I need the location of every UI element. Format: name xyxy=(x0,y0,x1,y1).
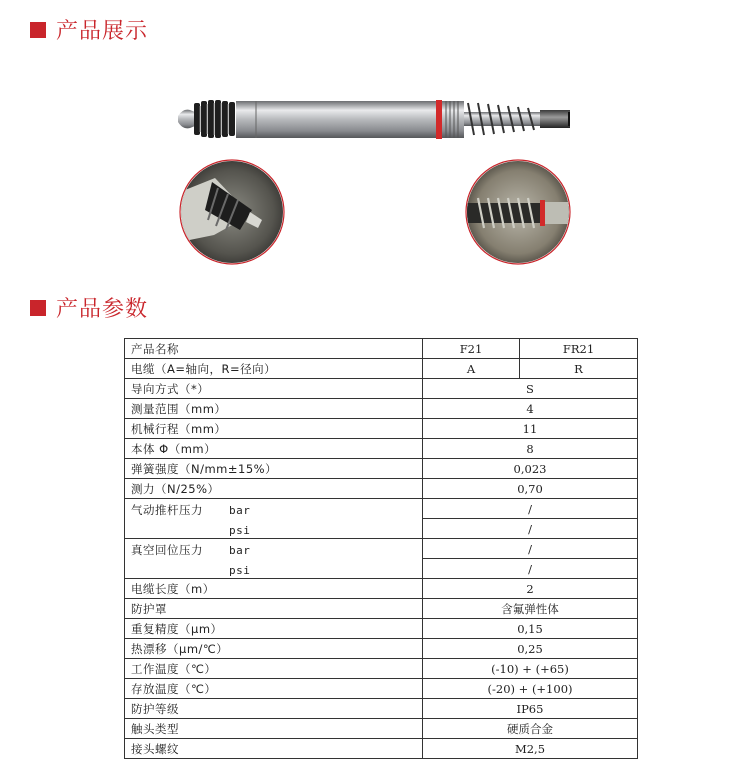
table-row xyxy=(125,739,638,759)
table-row-cable xyxy=(125,359,638,379)
row-label: 防护罩 xyxy=(125,599,423,619)
section-title-showcase: 产品展示 xyxy=(56,19,149,44)
row-label: 产品名称 xyxy=(125,339,423,359)
table-row xyxy=(125,619,638,639)
table-row xyxy=(125,419,638,439)
table-row xyxy=(125,479,638,499)
row-value: (-10) + (+65) xyxy=(423,659,638,679)
row-label: 防护等级 xyxy=(125,699,423,719)
unit-psi: psi xyxy=(229,564,251,577)
row-value: 0,70 xyxy=(423,479,638,499)
unit-bar: bar xyxy=(229,504,251,517)
unit-bar: bar xyxy=(229,544,251,557)
section-title-params: 产品参数 xyxy=(56,297,149,322)
row-value: 2 xyxy=(423,579,638,599)
row-label: 气动推杆压力 xyxy=(131,503,203,517)
row-label: 接头螺纹 xyxy=(125,739,423,759)
row-value: M2,5 xyxy=(423,739,638,759)
row-value: / xyxy=(423,519,638,539)
row-label: 电缆（A=轴向，R=径向） xyxy=(125,359,423,379)
table-row xyxy=(125,699,638,719)
row-value: 硬质合金 xyxy=(423,719,638,739)
row-value: / xyxy=(423,559,638,579)
section-header-showcase xyxy=(30,14,148,45)
row-label: 机械行程（mm） xyxy=(125,419,423,439)
table-row xyxy=(125,719,638,739)
row-label: 工作温度（℃） xyxy=(125,659,423,679)
table-row xyxy=(125,399,638,419)
model-fr21: FR21 xyxy=(520,339,638,359)
section-marker-icon xyxy=(30,300,46,316)
row-value: 0,023 xyxy=(423,459,638,479)
product-photo xyxy=(0,70,750,280)
table-row xyxy=(125,579,638,599)
row-value: IP65 xyxy=(423,699,638,719)
row-value: (-20) + (+100) xyxy=(423,679,638,699)
row-label: 电缆长度（m） xyxy=(125,579,423,599)
table-row xyxy=(125,459,638,479)
model-f21: F21 xyxy=(423,339,520,359)
row-value: / xyxy=(423,499,638,519)
row-value: 0,15 xyxy=(423,619,638,639)
table-row-vacuum xyxy=(125,539,638,559)
row-label: 存放温度（℃） xyxy=(125,679,423,699)
section-marker-icon xyxy=(30,22,46,38)
row-label-group xyxy=(125,499,423,539)
table-row xyxy=(125,679,638,699)
row-value: S xyxy=(423,379,638,399)
row-label: 重复精度（μm） xyxy=(125,619,423,639)
table-row xyxy=(125,659,638,679)
table-row xyxy=(125,379,638,399)
row-value: 4 xyxy=(423,399,638,419)
cable-fr21: R xyxy=(520,359,638,379)
detail-bubble-spring xyxy=(466,160,570,264)
detail-bubble-tip xyxy=(180,160,284,264)
section-header-params xyxy=(30,292,148,323)
spec-table xyxy=(124,338,638,759)
row-label: 热漂移（μm/℃） xyxy=(125,639,423,659)
table-row xyxy=(125,599,638,619)
row-value: 8 xyxy=(423,439,638,459)
probe-drawing xyxy=(178,100,570,139)
table-row-header xyxy=(125,339,638,359)
row-label: 真空回位压力 xyxy=(131,543,203,557)
unit-psi: psi xyxy=(229,524,251,537)
row-value: 含氟弹性体 xyxy=(423,599,638,619)
row-label: 本体 Φ（mm） xyxy=(125,439,423,459)
row-label: 弹簧强度（N/mm±15%） xyxy=(125,459,423,479)
table-row xyxy=(125,439,638,459)
row-label: 测力（N/25%） xyxy=(125,479,423,499)
row-value: 0,25 xyxy=(423,639,638,659)
row-value: 11 xyxy=(423,419,638,439)
table-row-pneumatic xyxy=(125,499,638,519)
row-label: 触头类型 xyxy=(125,719,423,739)
cable-f21: A xyxy=(423,359,520,379)
row-label-group xyxy=(125,539,423,579)
row-label: 导向方式（*） xyxy=(125,379,423,399)
row-value: / xyxy=(423,539,638,559)
table-row xyxy=(125,639,638,659)
row-label: 测量范围（mm） xyxy=(125,399,423,419)
